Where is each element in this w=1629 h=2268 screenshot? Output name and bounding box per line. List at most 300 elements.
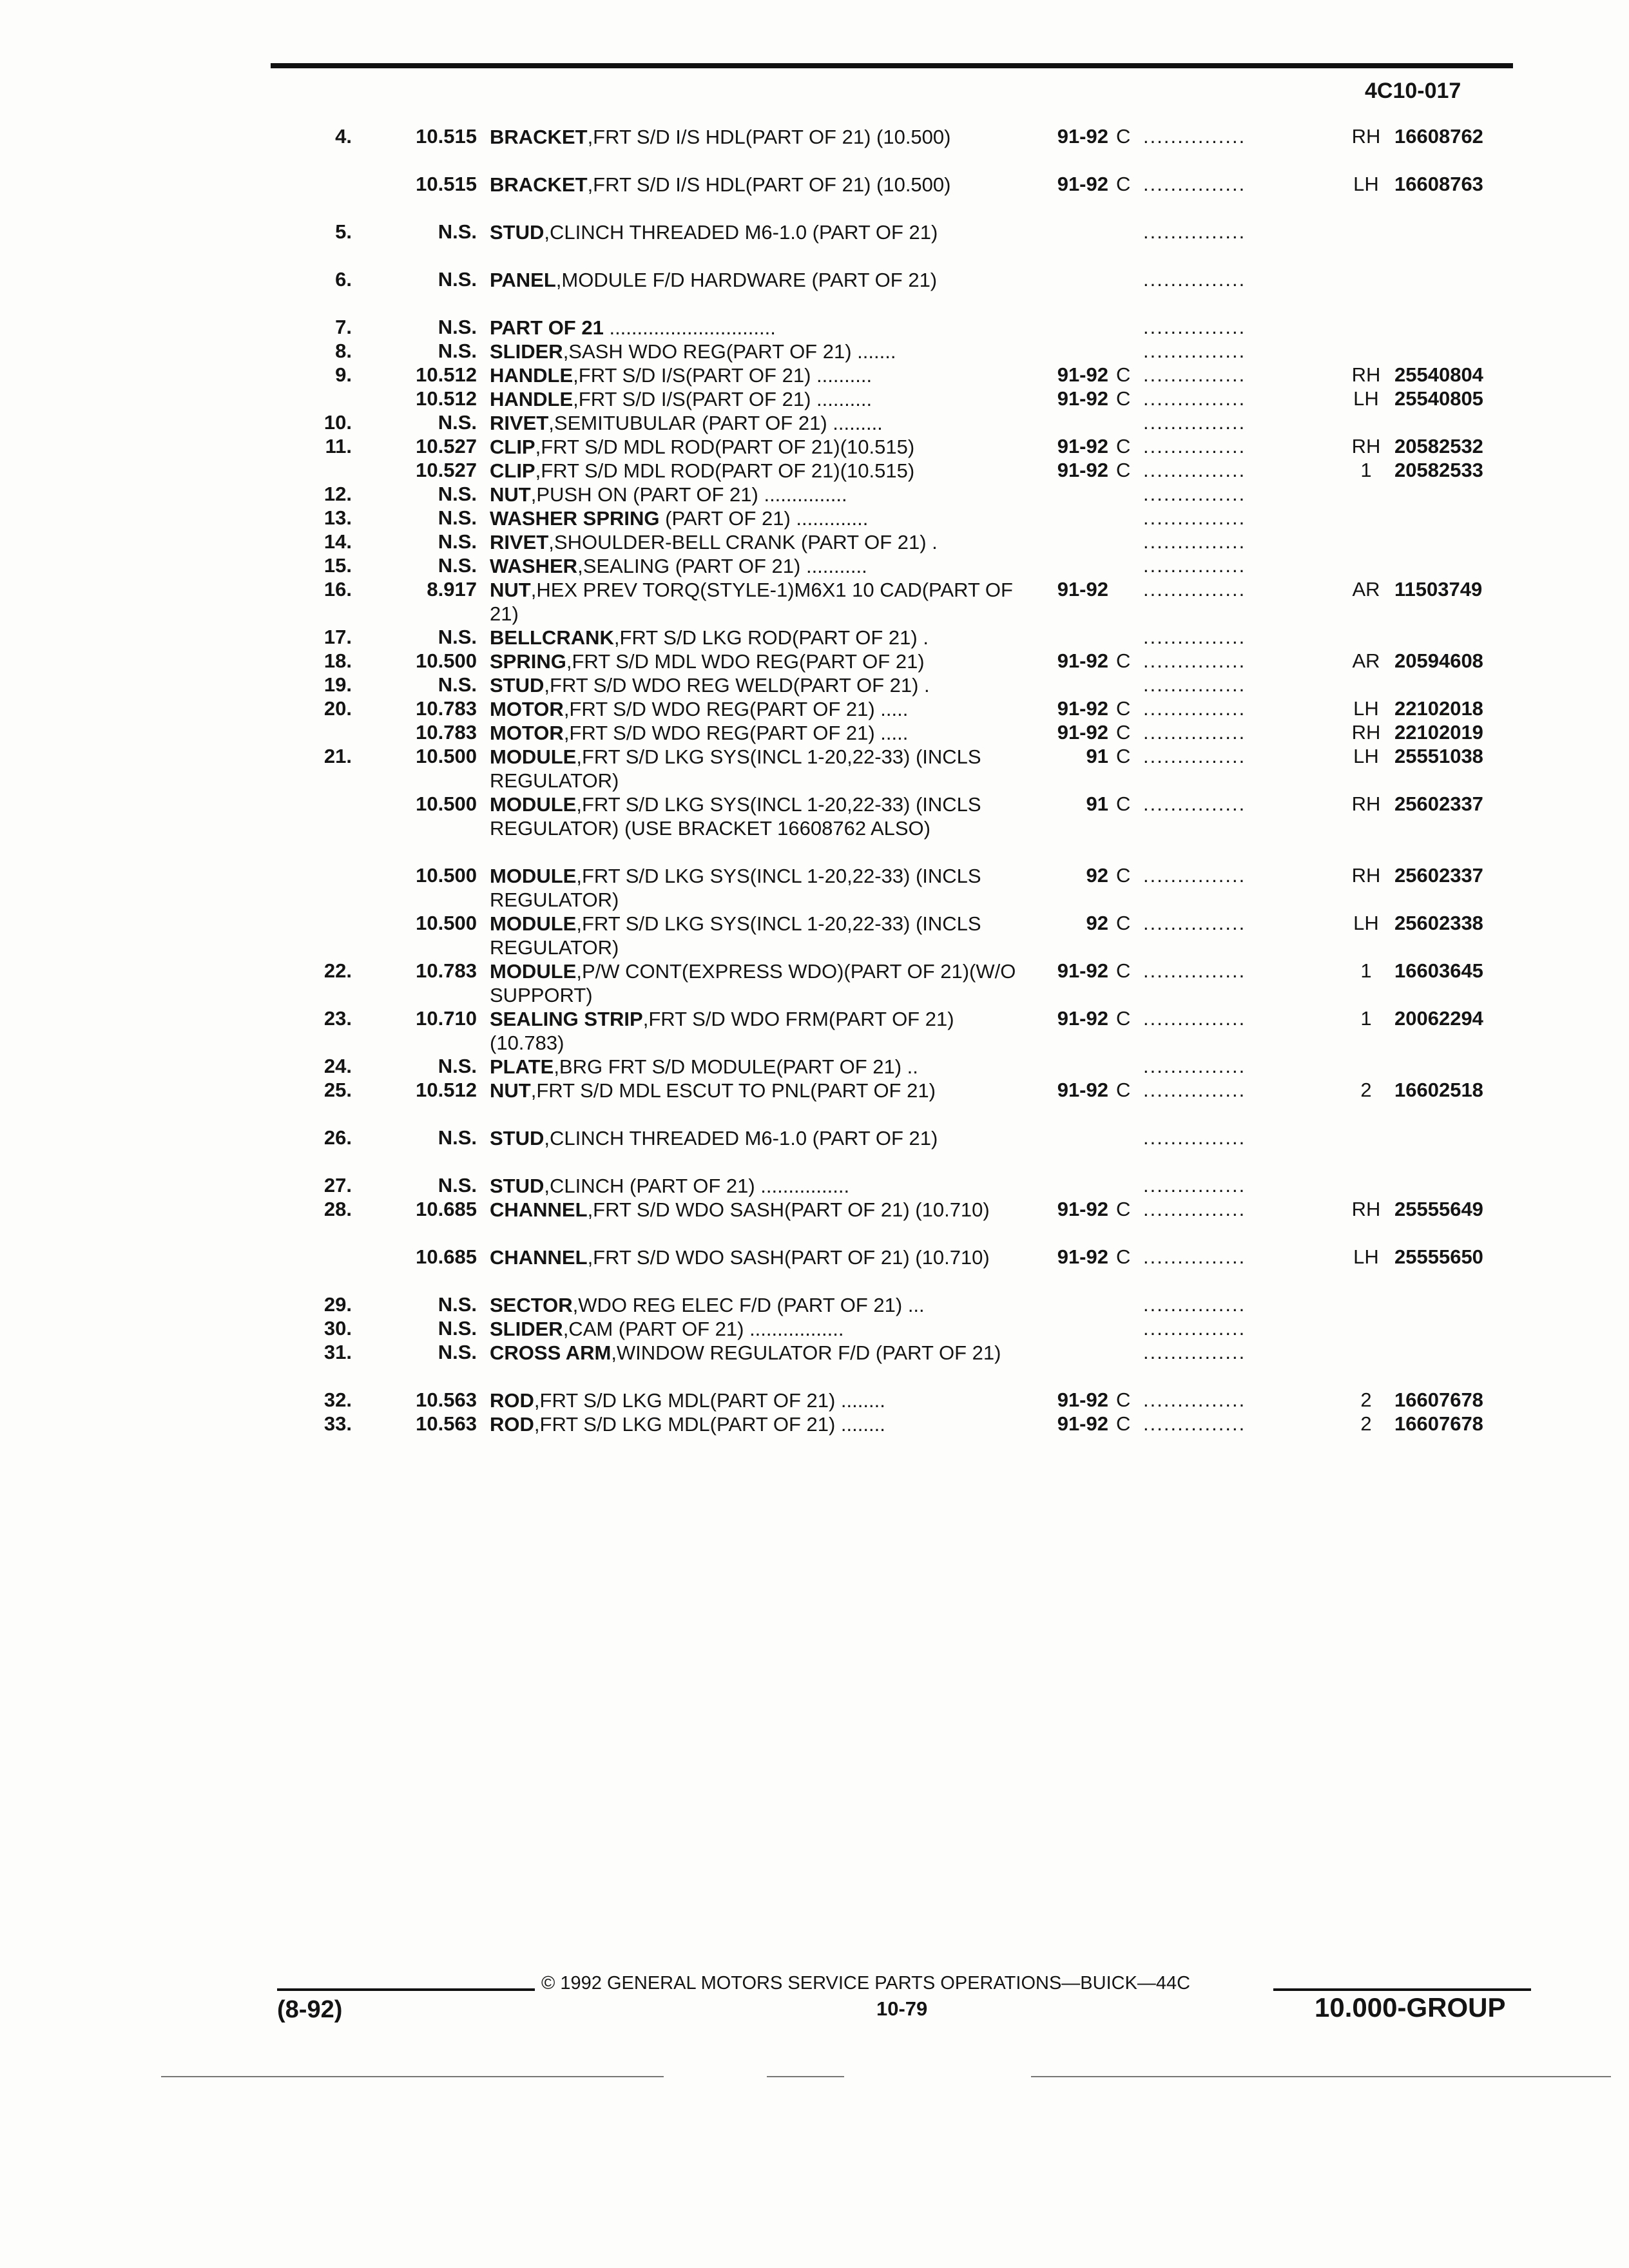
- part-row: [0, 1079, 1629, 1126]
- part-description: [490, 697, 1025, 721]
- part-row: [0, 673, 1629, 697]
- part-detail: ,FRT S/D LKG MDL(PART OF 21) ........: [534, 1413, 885, 1436]
- quantity: 2: [1360, 1079, 1372, 1101]
- footer-rule-right: [1273, 1988, 1531, 1991]
- leader-dots: ...............: [1143, 721, 1246, 744]
- part-row: [0, 1245, 1629, 1293]
- part-row: [0, 745, 1629, 793]
- model-years: 91-92: [1057, 578, 1108, 601]
- leader-dots: ...............: [1143, 1245, 1246, 1268]
- figure-number: 7.: [335, 316, 352, 338]
- part-row: [0, 554, 1629, 578]
- figure-number: 12.: [323, 483, 352, 505]
- series-code: C: [1116, 721, 1131, 744]
- figure-number: 16.: [323, 578, 352, 601]
- part-name: CLIP: [490, 436, 535, 458]
- leader-dots: ...............: [1143, 1007, 1246, 1030]
- part-detail: ,CAM (PART OF 21) .................: [563, 1318, 844, 1340]
- part-description: [490, 1293, 1025, 1317]
- footer-revision: (8-92): [277, 1996, 343, 2023]
- part-name: NUT: [490, 579, 531, 601]
- figure-number: 8.: [335, 340, 352, 362]
- part-row: [0, 1007, 1629, 1055]
- leader-dots: ...............: [1143, 387, 1246, 410]
- part-name: MOTOR: [490, 698, 564, 720]
- leader-dots: ...............: [1143, 1412, 1246, 1435]
- part-name: MODULE: [490, 793, 577, 816]
- group-number: 10.500: [416, 912, 477, 934]
- part-name: RIVET: [490, 531, 549, 553]
- series-code: C: [1116, 1007, 1131, 1030]
- leader-dots: ...............: [1143, 268, 1246, 291]
- part-detail: ,FRT S/D WDO REG(PART OF 21) .....: [563, 722, 909, 744]
- model-years: 91: [1086, 793, 1108, 815]
- series-code: C: [1116, 697, 1131, 720]
- leader-dots: ...............: [1143, 912, 1246, 934]
- part-description: [490, 363, 1025, 387]
- part-description: [490, 435, 1025, 459]
- part-row: [0, 1317, 1629, 1341]
- part-detail: ,P/W CONT(EXPRESS WDO)(PART OF 21)(W/O SUPPORT): [490, 960, 1016, 1006]
- part-description: [490, 316, 1025, 340]
- group-number: 10.512: [416, 363, 477, 386]
- model-years: 91-92: [1057, 697, 1108, 720]
- part-detail: ,CLINCH THREADED M6-1.0 (PART OF 21): [544, 1127, 938, 1149]
- part-number: 25602337: [1394, 864, 1483, 887]
- part-row: [0, 173, 1629, 220]
- group-number: N.S.: [438, 1055, 477, 1077]
- group-number: N.S.: [438, 1174, 477, 1196]
- part-row: [0, 125, 1629, 173]
- series-code: C: [1116, 363, 1131, 386]
- figure-number: 27.: [323, 1174, 352, 1196]
- group-number: 10.563: [416, 1412, 477, 1435]
- part-detail: ,FRT S/D WDO REG(PART OF 21) .....: [563, 698, 909, 720]
- part-description: [490, 1079, 1025, 1102]
- part-row: [0, 220, 1629, 268]
- part-detail: ,FRT S/D MDL ROD(PART OF 21)(10.515): [535, 459, 915, 482]
- part-detail: ,PUSH ON (PART OF 21) ...............: [530, 483, 847, 506]
- part-detail: ,FRT S/D LKG SYS(INCL 1-20,22-33) (INCLS REGULATOR) (USE BRACKET 16608762 ALSO): [490, 793, 981, 840]
- series-code: C: [1116, 864, 1131, 887]
- part-name: PANEL: [490, 269, 556, 291]
- model-years: 91: [1086, 745, 1108, 767]
- part-row: [0, 435, 1629, 459]
- model-years: 92: [1086, 912, 1108, 934]
- series-code: C: [1116, 793, 1131, 815]
- part-name: MODULE: [490, 745, 577, 768]
- part-description: [490, 506, 1025, 530]
- part-name: WASHER SPRING: [490, 507, 660, 530]
- series-code: C: [1116, 173, 1131, 195]
- model-years: 91-92: [1057, 649, 1108, 672]
- part-detail: ,HEX PREV TORQ(STYLE-1)M6X1 10 CAD(PART OF 21): [490, 579, 1013, 625]
- part-description: [490, 268, 1025, 292]
- group-number: 10.563: [416, 1389, 477, 1411]
- group-number: N.S.: [438, 340, 477, 362]
- leader-dots: ...............: [1143, 1055, 1246, 1077]
- part-row: [0, 578, 1629, 626]
- part-detail: ,FRT S/D LKG SYS(INCL 1-20,22-33) (INCLS REGULATOR): [490, 865, 981, 911]
- footer-page-number: 10-79: [876, 1997, 928, 2020]
- series-code: C: [1116, 125, 1131, 148]
- group-number: 10.527: [416, 459, 477, 481]
- quantity: RH: [1351, 864, 1381, 887]
- quantity: RH: [1351, 721, 1381, 744]
- part-row: [0, 793, 1629, 864]
- quantity: LH: [1353, 697, 1379, 720]
- leader-dots: ...............: [1143, 435, 1246, 457]
- figure-number: 11.: [325, 435, 352, 457]
- group-number: 10.710: [416, 1007, 477, 1030]
- quantity: RH: [1351, 435, 1381, 457]
- quantity: 1: [1360, 459, 1372, 481]
- part-number: 25540804: [1394, 363, 1483, 386]
- model-years: 91-92: [1057, 721, 1108, 744]
- part-detail: ,FRT S/D LKG SYS(INCL 1-20,22-33) (INCLS REGULATOR): [490, 912, 981, 959]
- part-name: MODULE: [490, 865, 577, 887]
- part-name: PLATE: [490, 1055, 554, 1078]
- figure-number: 21.: [323, 745, 352, 767]
- figure-number: 20.: [323, 697, 352, 720]
- part-name: ROD: [490, 1389, 534, 1412]
- part-description: [490, 1055, 1025, 1079]
- leader-dots: ...............: [1143, 1341, 1246, 1363]
- part-number: 16608762: [1394, 125, 1483, 148]
- group-number: N.S.: [438, 530, 477, 553]
- quantity: RH: [1351, 363, 1381, 386]
- part-row: [0, 530, 1629, 554]
- part-name: RIVET: [490, 412, 549, 434]
- part-row: [0, 1341, 1629, 1389]
- leader-dots: ...............: [1143, 1317, 1246, 1340]
- part-detail: ,FRT S/D MDL WDO REG(PART OF 21): [566, 650, 925, 673]
- model-years: 91-92: [1057, 125, 1108, 148]
- figure-number: 15.: [323, 554, 352, 577]
- part-description: [490, 173, 1025, 197]
- part-number: 25602338: [1394, 912, 1483, 934]
- part-name: BRACKET: [490, 173, 588, 196]
- leader-dots: ...............: [1143, 793, 1246, 815]
- part-row: [0, 268, 1629, 316]
- part-row: [0, 387, 1629, 411]
- part-name: MODULE: [490, 912, 577, 935]
- quantity: LH: [1353, 387, 1379, 410]
- part-name: MOTOR: [490, 722, 564, 744]
- scan-rule: [161, 2076, 664, 2077]
- part-detail: ,FRT S/D WDO SASH(PART OF 21) (10.710): [587, 1198, 990, 1221]
- part-name: STUD: [490, 221, 545, 244]
- model-years: 91-92: [1057, 363, 1108, 386]
- part-description: [490, 459, 1025, 483]
- part-row: [0, 340, 1629, 363]
- group-number: N.S.: [438, 1126, 477, 1149]
- model-years: 91-92: [1057, 1389, 1108, 1411]
- part-row: [0, 912, 1629, 959]
- part-name: PART OF 21: [490, 316, 604, 339]
- part-description: [490, 1389, 1025, 1412]
- part-detail: ,FRT S/D WDO FRM(PART OF 21)(10.783): [490, 1008, 954, 1054]
- group-number: 10.685: [416, 1198, 477, 1220]
- part-description: [490, 1007, 1025, 1055]
- series-code: C: [1116, 912, 1131, 934]
- leader-dots: ...............: [1143, 1174, 1246, 1196]
- model-years: 92: [1086, 864, 1108, 887]
- series-code: C: [1116, 1079, 1131, 1101]
- figure-number: 23.: [323, 1007, 352, 1030]
- part-detail: ,FRT S/D MDL ROD(PART OF 21)(10.515): [535, 436, 915, 458]
- part-detail: ,WDO REG ELEC F/D (PART OF 21) ...: [572, 1294, 925, 1316]
- leader-dots: ...............: [1143, 220, 1246, 243]
- quantity: RH: [1351, 793, 1381, 815]
- part-number: 25540805: [1394, 387, 1483, 410]
- figure-number: 25.: [323, 1079, 352, 1101]
- part-detail: ,FRT S/D LKG SYS(INCL 1-20,22-33) (INCLS REGULATOR): [490, 745, 981, 792]
- part-detail: ,CLINCH (PART OF 21) ................: [544, 1175, 850, 1197]
- group-number: 10.685: [416, 1245, 477, 1268]
- part-row: [0, 649, 1629, 673]
- group-number: N.S.: [438, 268, 477, 291]
- quantity: LH: [1353, 912, 1379, 934]
- part-row: [0, 411, 1629, 435]
- part-description: [490, 1341, 1025, 1365]
- part-number: 22102018: [1394, 697, 1483, 720]
- series-code: C: [1116, 459, 1131, 481]
- figure-number: 26.: [323, 1126, 352, 1149]
- part-row: [0, 1389, 1629, 1412]
- group-number: N.S.: [438, 1341, 477, 1363]
- part-name: CHANNEL: [490, 1198, 588, 1221]
- figure-number: 17.: [323, 626, 352, 648]
- leader-dots: ...............: [1143, 673, 1246, 696]
- group-number: N.S.: [438, 554, 477, 577]
- part-description: [490, 1198, 1025, 1222]
- group-number: 10.500: [416, 864, 477, 887]
- footer-group: 10.000-GROUP: [1315, 1992, 1506, 2023]
- group-number: 10.512: [416, 387, 477, 410]
- part-row: [0, 1055, 1629, 1079]
- part-number: 25555650: [1394, 1245, 1483, 1268]
- leader-dots: ...............: [1143, 1293, 1246, 1316]
- part-detail: ,BRG FRT S/D MODULE(PART OF 21) ..: [554, 1055, 918, 1078]
- figure-number: 22.: [323, 959, 352, 982]
- group-number: 10.783: [416, 721, 477, 744]
- leader-dots: ...............: [1143, 554, 1246, 577]
- figure-number: 10.: [323, 411, 352, 434]
- model-years: 91-92: [1057, 1198, 1108, 1220]
- part-name: SPRING: [490, 650, 566, 673]
- part-detail: ..............................: [603, 316, 776, 339]
- model-years: 91-92: [1057, 1007, 1108, 1030]
- part-number: 22102019: [1394, 721, 1483, 744]
- part-row: [0, 1198, 1629, 1245]
- figure-number: 31.: [323, 1341, 352, 1363]
- figure-number: 18.: [323, 649, 352, 672]
- model-years: 91-92: [1057, 435, 1108, 457]
- part-name: STUD: [490, 1127, 545, 1149]
- leader-dots: ...............: [1143, 697, 1246, 720]
- figure-number: 13.: [323, 506, 352, 529]
- figure-number: 28.: [323, 1198, 352, 1220]
- quantity: LH: [1353, 745, 1379, 767]
- quantity: RH: [1351, 1198, 1381, 1220]
- group-number: N.S.: [438, 316, 477, 338]
- page-code: 4C10-017: [1365, 79, 1461, 103]
- group-number: N.S.: [438, 411, 477, 434]
- part-number: 16607678: [1394, 1412, 1483, 1435]
- leader-dots: ...............: [1143, 125, 1246, 148]
- part-description: [490, 793, 1025, 840]
- part-name: CLIP: [490, 459, 535, 482]
- leader-dots: ...............: [1143, 530, 1246, 553]
- figure-number: 4.: [335, 125, 352, 148]
- scan-rule: [1031, 2076, 1611, 2077]
- quantity: 1: [1360, 1007, 1372, 1030]
- leader-dots: ...............: [1143, 649, 1246, 672]
- part-name: STUD: [490, 1175, 545, 1197]
- part-description: [490, 1317, 1025, 1341]
- part-description: [490, 554, 1025, 578]
- part-detail: (PART OF 21) .............: [659, 507, 869, 530]
- part-description: [490, 673, 1025, 697]
- group-number: N.S.: [438, 483, 477, 505]
- group-number: 10.515: [416, 173, 477, 195]
- part-description: [490, 220, 1025, 244]
- group-number: 10.527: [416, 435, 477, 457]
- part-detail: ,SEMITUBULAR (PART OF 21) .........: [548, 412, 883, 434]
- part-detail: ,SASH WDO REG(PART OF 21) .......: [563, 340, 896, 363]
- part-name: STUD: [490, 674, 545, 697]
- group-number: 10.515: [416, 125, 477, 148]
- part-name: NUT: [490, 1079, 531, 1102]
- group-number: N.S.: [438, 220, 477, 243]
- series-code: C: [1116, 435, 1131, 457]
- part-name: BRACKET: [490, 126, 588, 148]
- part-name: BELLCRANK: [490, 626, 614, 649]
- leader-dots: ...............: [1143, 340, 1246, 362]
- part-name: NUT: [490, 483, 531, 506]
- footer-rule-left: [277, 1988, 535, 1991]
- footer-copyright: © 1992 GENERAL MOTORS SERVICE PARTS OPERATIONS—BUICK—44C: [541, 1973, 1191, 1994]
- part-detail: ,FRT S/D I/S(PART OF 21) ..........: [573, 364, 872, 387]
- leader-dots: ...............: [1143, 864, 1246, 887]
- part-description: [490, 721, 1025, 745]
- part-row: [0, 459, 1629, 483]
- leader-dots: ...............: [1143, 959, 1246, 982]
- quantity: LH: [1353, 173, 1379, 195]
- quantity: 2: [1360, 1412, 1372, 1435]
- group-number: N.S.: [438, 1317, 477, 1340]
- part-number: 20582533: [1394, 459, 1483, 481]
- part-number: 20582532: [1394, 435, 1483, 457]
- figure-number: 29.: [323, 1293, 352, 1316]
- part-description: [490, 1245, 1025, 1269]
- leader-dots: ...............: [1143, 316, 1246, 338]
- series-code: C: [1116, 1245, 1131, 1268]
- part-description: [490, 626, 1025, 649]
- part-row: [0, 363, 1629, 387]
- part-description: [490, 340, 1025, 363]
- quantity: LH: [1353, 1245, 1379, 1268]
- quantity: AR: [1352, 649, 1380, 672]
- part-number: 25555649: [1394, 1198, 1483, 1220]
- figure-number: 24.: [323, 1055, 352, 1077]
- part-name: SLIDER: [490, 1318, 563, 1340]
- group-number: 10.512: [416, 1079, 477, 1101]
- part-description: [490, 912, 1025, 959]
- part-row: [0, 1126, 1629, 1174]
- part-number: 16602518: [1394, 1079, 1483, 1101]
- part-description: [490, 387, 1025, 411]
- group-number: 10.500: [416, 649, 477, 672]
- part-description: [490, 1126, 1025, 1150]
- leader-dots: ...............: [1143, 626, 1246, 648]
- part-row: [0, 1174, 1629, 1198]
- model-years: 91-92: [1057, 1079, 1108, 1101]
- leader-dots: ...............: [1143, 483, 1246, 505]
- quantity: 2: [1360, 1389, 1372, 1411]
- series-code: C: [1116, 1412, 1131, 1435]
- figure-number: 33.: [323, 1412, 352, 1435]
- group-number: N.S.: [438, 506, 477, 529]
- figure-number: 30.: [323, 1317, 352, 1340]
- part-number: 16608763: [1394, 173, 1483, 195]
- part-description: [490, 864, 1025, 912]
- part-detail: ,FRT S/D LKG MDL(PART OF 21) ........: [534, 1389, 885, 1412]
- quantity: RH: [1351, 125, 1381, 148]
- part-name: CHANNEL: [490, 1246, 588, 1269]
- part-name: HANDLE: [490, 388, 574, 410]
- part-name: SECTOR: [490, 1294, 573, 1316]
- part-number: 20062294: [1394, 1007, 1483, 1030]
- part-number: 11503749: [1394, 578, 1483, 601]
- leader-dots: ...............: [1143, 1389, 1246, 1411]
- part-description: [490, 530, 1025, 554]
- group-number: 10.500: [416, 745, 477, 767]
- part-detail: ,SEALING (PART OF 21) ...........: [577, 555, 867, 577]
- part-description: [490, 649, 1025, 673]
- part-number: 25551038: [1394, 745, 1483, 767]
- part-description: [490, 959, 1025, 1007]
- part-row: [0, 316, 1629, 340]
- series-code: C: [1116, 387, 1131, 410]
- part-description: [490, 745, 1025, 793]
- part-row: [0, 626, 1629, 649]
- series-code: C: [1116, 1389, 1131, 1411]
- part-name: CROSS ARM: [490, 1341, 612, 1364]
- series-code: C: [1116, 959, 1131, 982]
- part-name: ROD: [490, 1413, 534, 1436]
- part-description: [490, 483, 1025, 506]
- figure-number: 19.: [323, 673, 352, 696]
- model-years: 91-92: [1057, 387, 1108, 410]
- group-number: 10.783: [416, 959, 477, 982]
- series-code: C: [1116, 745, 1131, 767]
- group-number: N.S.: [438, 626, 477, 648]
- figure-number: 5.: [335, 220, 352, 243]
- figure-number: 6.: [335, 268, 352, 291]
- part-row: [0, 506, 1629, 530]
- part-row: [0, 864, 1629, 912]
- figure-number: 32.: [323, 1389, 352, 1411]
- group-number: N.S.: [438, 673, 477, 696]
- part-number: 16603645: [1394, 959, 1483, 982]
- part-row: [0, 959, 1629, 1007]
- part-name: MODULE: [490, 960, 577, 983]
- quantity: 1: [1360, 959, 1372, 982]
- group-number: N.S.: [438, 1293, 477, 1316]
- leader-dots: ...............: [1143, 1126, 1246, 1149]
